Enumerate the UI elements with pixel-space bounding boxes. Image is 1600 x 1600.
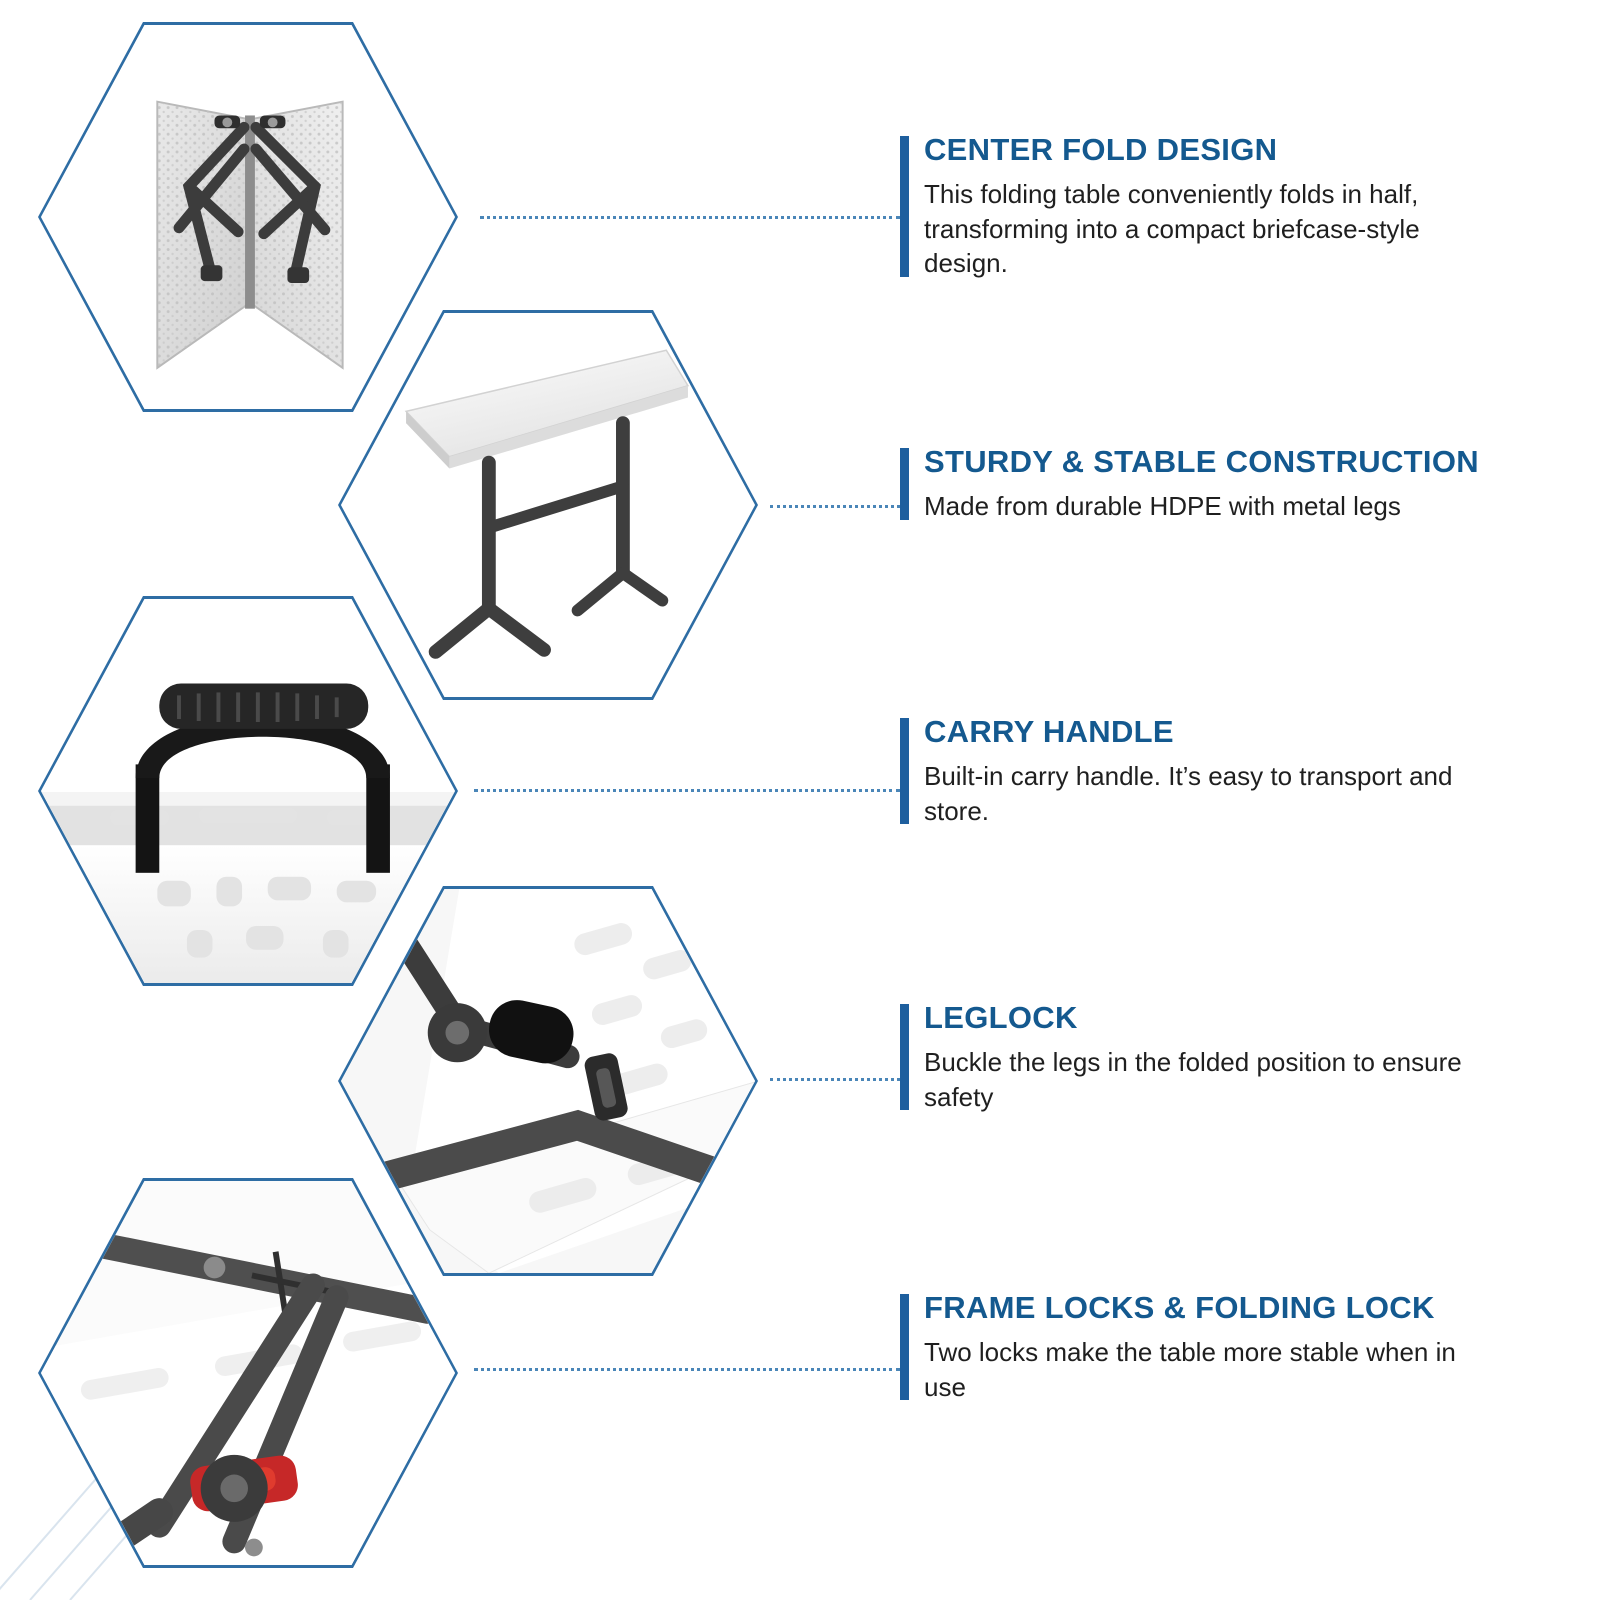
connector-center-fold-design bbox=[480, 216, 900, 222]
feature-title: CENTER FOLD DESIGN bbox=[924, 132, 1278, 167]
feature-carry-handle bbox=[900, 714, 1544, 828]
hex-image-frame-locks-folding-lock bbox=[38, 1178, 458, 1568]
feature-title: FRAME LOCKS & FOLDING LOCK bbox=[924, 1290, 1435, 1325]
accent-bar bbox=[900, 718, 909, 824]
feature-description: Two locks make the table more stable when in use bbox=[924, 1336, 1456, 1402]
feature-description: Built-in carry handle. It’s easy to transport and store. bbox=[924, 760, 1453, 826]
connector-sturdy-stable-construction bbox=[770, 505, 900, 511]
feature-description: This folding table conveniently folds in half, transforming into a compact briefcase-style design. bbox=[924, 178, 1420, 279]
accent-bar bbox=[900, 1294, 909, 1400]
connector-carry-handle bbox=[474, 789, 900, 795]
feature-title: CARRY HANDLE bbox=[924, 714, 1174, 749]
frame-lock-closeup-photo bbox=[41, 1181, 455, 1565]
connector-leglock bbox=[770, 1078, 900, 1084]
accent-bar bbox=[900, 1004, 909, 1110]
feature-title: STURDY & STABLE CONSTRUCTION bbox=[924, 444, 1479, 479]
feature-center-fold-design bbox=[900, 132, 1544, 281]
feature-sturdy-stable-construction bbox=[900, 444, 1544, 524]
feature-leglock bbox=[900, 1000, 1544, 1114]
feature-frame-locks-folding-lock bbox=[900, 1290, 1564, 1404]
feature-description: Buckle the legs in the folded position to ensure safety bbox=[924, 1046, 1462, 1112]
accent-bar bbox=[900, 136, 909, 277]
feature-description: Made from durable HDPE with metal legs bbox=[924, 490, 1401, 521]
feature-title: LEGLOCK bbox=[924, 1000, 1078, 1035]
connector-frame-locks-folding-lock bbox=[474, 1368, 900, 1374]
accent-bar bbox=[900, 448, 909, 520]
